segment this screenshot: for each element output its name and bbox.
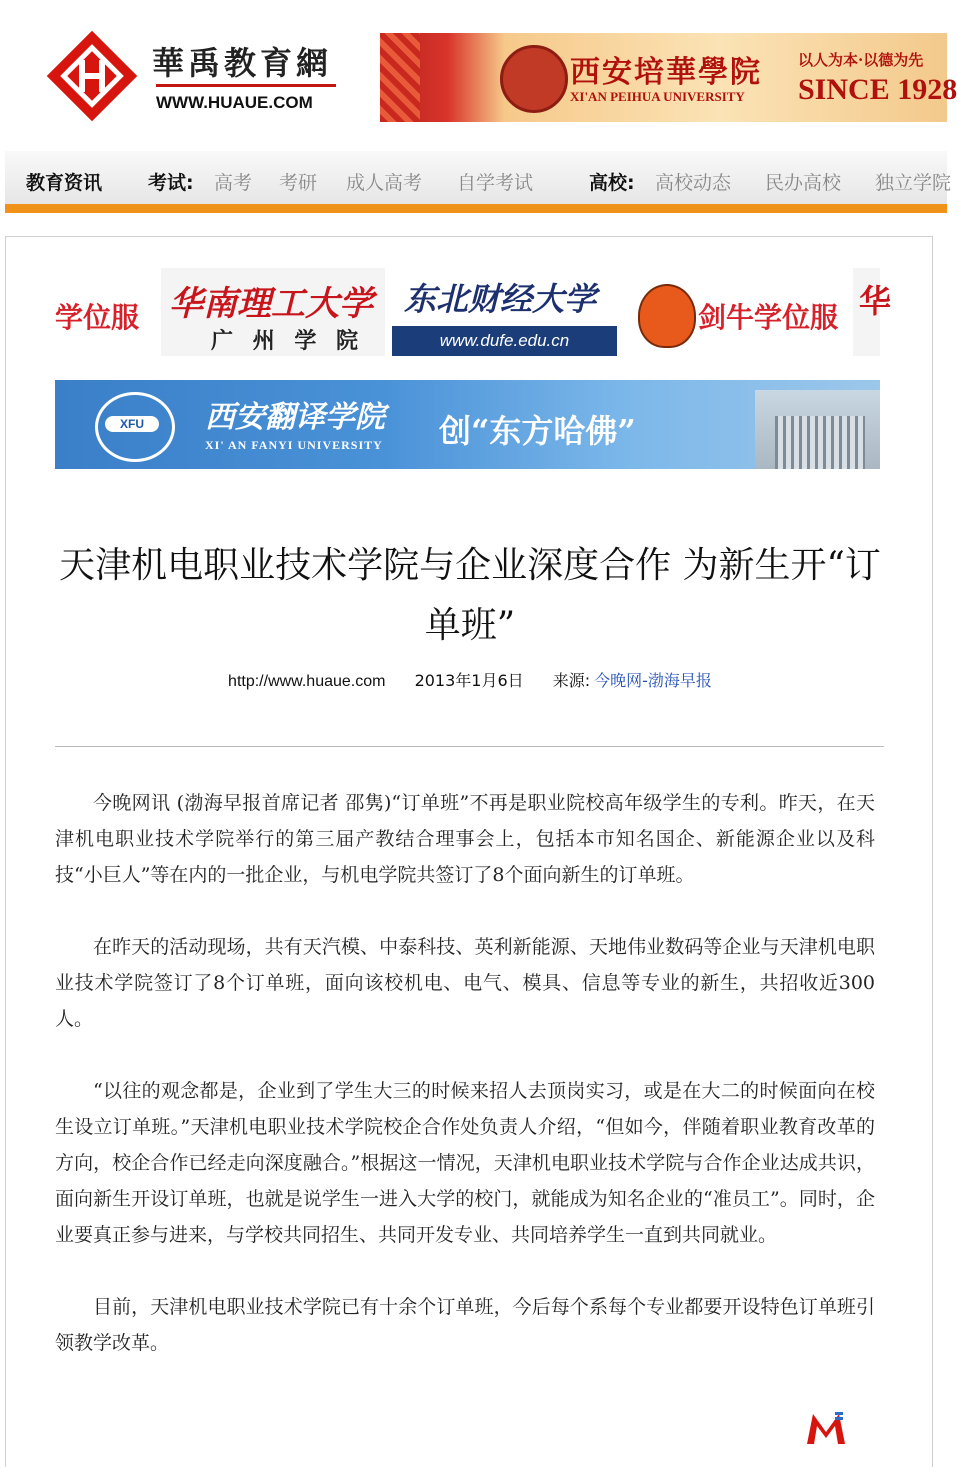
xifan-banner-ad[interactable]	[55, 380, 880, 469]
partner-logo-dufe-url: www.dufe.edu.cn	[392, 326, 617, 356]
xifan-school-name-en: XI' AN FANYI UNIVERSITY	[205, 438, 383, 452]
banner-pattern	[380, 33, 420, 122]
article-paragraph: 目前，天津机电职业技术学院已有十余个订单班，今后每个系每个专业都要开设特色订单班引领教学改革。	[55, 1296, 875, 1354]
nav-item-dongtai[interactable]: 高校动态	[655, 172, 732, 194]
corner-m-logo-icon[interactable]	[805, 1410, 847, 1446]
nav-item-gaokao[interactable]: 高考	[214, 172, 253, 194]
nav-exam-label: 考试:	[148, 172, 194, 194]
nav-school-label: 高校:	[589, 172, 635, 194]
article-date: 2013年1月6日	[414, 671, 524, 690]
article-meta	[55, 668, 885, 691]
partner-logo-jianniu-text: 剑牛学位服	[698, 301, 839, 334]
partner-logo-partial-text: 华	[859, 282, 892, 320]
banner-since: SINCE 1928	[798, 73, 957, 106]
nav-item-zixue[interactable]: 自学考试	[457, 172, 534, 194]
article-paragraph: “以往的观念都是，企业到了学生大三的时候来招人去顶岗实习，或是在大二的时候面向在校生设立订单班。”天津机电职业技术学院校企合作处负责人介绍，“但如今，伴随着职业教育改革的方向，校企合作已经走向深度融合。”根据这一情况，天津机电职业技术学院与合作企业达成共识，面向新生开设订单班，也就是说学生一进入大学的校门，就能成为知名企业的“准员工”。同时，企业要真正参与进来，与学校共同招生、共同开发专业、共同培养学生一直到共同就业。	[55, 1080, 875, 1246]
site-url[interactable]: WWW.HUAUE.COM	[156, 84, 336, 113]
nav-edu-news[interactable]: 教育资讯	[26, 172, 103, 194]
main-nav	[5, 151, 952, 213]
article-site[interactable]: http://www.huaue.com	[228, 673, 386, 690]
nav-item-duli[interactable]: 独立学院	[875, 172, 952, 194]
xifan-slogan: 创“东方哈佛”	[439, 412, 636, 450]
article-body	[55, 785, 875, 1397]
banner-school-name-en: XI'AN PEIHUA UNIVERSITY	[570, 89, 745, 104]
site-header	[0, 0, 957, 150]
article-source-label: 来源:	[552, 671, 591, 690]
partner-logo-partial[interactable]	[853, 268, 892, 356]
article-title: 天津机电职业技术学院与企业深度合作 为新生开“订单班”	[59, 545, 881, 646]
huaue-logo-icon[interactable]	[46, 30, 138, 122]
article-source-link[interactable]: 今晚网-渤海早报	[594, 671, 712, 690]
partner-logo-jianniu[interactable]	[630, 268, 855, 360]
banner-school-name: 西安培華學院	[570, 55, 762, 90]
peihua-banner-ad[interactable]	[380, 33, 957, 122]
xfu-badge: XFU	[105, 416, 159, 432]
article-paragraph: 在昨天的活动现场，共有天汽模、中泰科技、英利新能源、天地伟业数码等企业与天津机电职业技术学院签订了8个订单班，面向该校机电、电气、模具、信息等专业的新生，共招收近300人。	[55, 936, 875, 1030]
xifan-school-name: 西安翻译学院	[205, 400, 385, 435]
nav-item-kaoyan[interactable]: 考研	[279, 172, 318, 194]
peihua-seal-icon	[500, 45, 568, 113]
partner-logo-scut[interactable]	[161, 268, 385, 356]
site-name[interactable]: 華禹教育網	[152, 44, 333, 82]
banner-motto: 以人为本·以德为先	[798, 51, 924, 69]
article-paragraph: 今晚网讯 (渤海早报首席记者 邵隽)“订单班”不再是职业院校高年级学生的专利。昨天，在天津机电职业技术学院举行的第三届产教结合理事会上，包括本市知名国企、新能源企业以及科技“小巨人”等在内的一批企业，与机电学院共签订了8个面向新生的订单班。	[55, 792, 875, 886]
partner-logo-strip	[55, 268, 892, 360]
partner-logo-dufe-title: 东北财经大学	[404, 280, 597, 318]
partner-logo-xuewei-text: 学位服	[55, 301, 140, 334]
partner-logo-dufe[interactable]	[392, 268, 617, 356]
partner-logo-scut-sub: 广 州 学 院	[211, 329, 364, 354]
campus-building-windows	[775, 416, 865, 469]
divider	[55, 746, 884, 747]
bull-mask-icon	[638, 284, 696, 348]
partner-logo-xuewei[interactable]	[55, 268, 155, 360]
partner-logo-scut-title: 华南理工大学	[169, 284, 373, 324]
nav-item-chengren[interactable]: 成人高考	[346, 172, 423, 194]
nav-item-minban[interactable]: 民办高校	[765, 172, 842, 194]
